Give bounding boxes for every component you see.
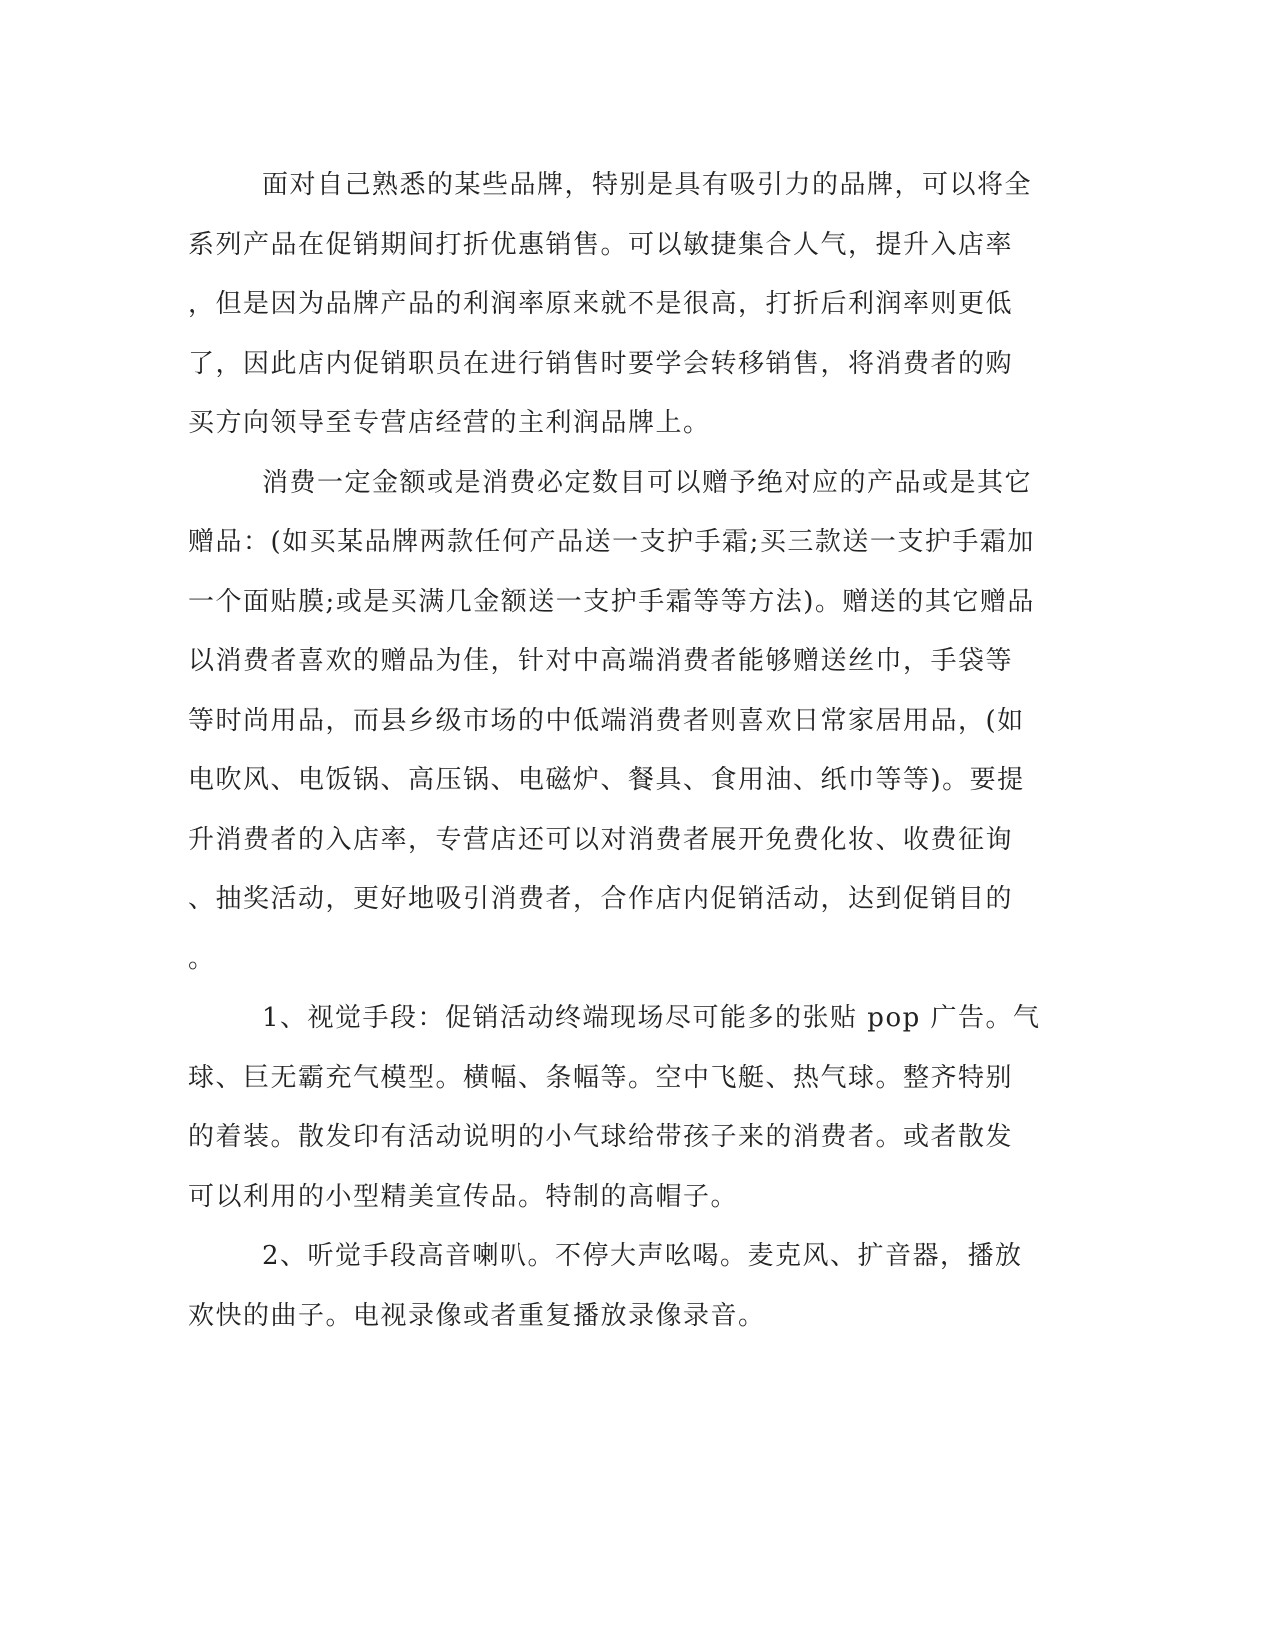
text-line: 以消费者喜欢的赠品为佳，针对中高端消费者能够赠送丝巾，手袋等: [188, 646, 1014, 676]
text-line: 系列产品在促销期间打折优惠销售。可以敏捷集合人气，提升入店率: [188, 229, 1014, 260]
paragraph-visual-means: [188, 989, 1068, 1227]
text-line: 2、听觉手段高音喇叭。不停大声吆喝。麦克风、扩音器，播放: [262, 1241, 1023, 1271]
text-line: 赠品：(如买某品牌两款任何产品送一支护手霜;买三款送一支护手霜加: [188, 527, 1035, 557]
paragraph-gifts: [188, 454, 1068, 990]
text-line: 球、巨无霸充气模型。横幅、条幅等。空中飞艇、热气球。整齐特别: [188, 1062, 1014, 1093]
text-line: 升消费者的入店率，专营店还可以对消费者展开免费化妆、收费征询: [188, 824, 1014, 855]
paragraph-audio-means: [188, 1227, 1068, 1346]
text-line: 1、视觉手段：促销活动终端现场尽可能多的张贴 pop 广告。气: [262, 1003, 1041, 1033]
document-body: [188, 156, 1068, 1346]
text-line: 的着装。散发印有活动说明的小气球给带孩子来的消费者。或者散发: [188, 1122, 1014, 1152]
text-line: 欢快的曲子。电视录像或者重复播放录像录音。: [188, 1300, 766, 1331]
text-line: 一个面贴膜;或是买满几金额送一支护手霜等等方法)。赠送的其它赠品: [188, 586, 1035, 617]
text-line: 等时尚用品，而县乡级市场的中低端消费者则喜欢日常家居用品，(如: [188, 705, 1025, 736]
text-line: 。: [188, 943, 216, 974]
text-line: 了，因此店内促销职员在进行销售时要学会转移销售，将消费者的购: [188, 348, 1014, 379]
text-line: 消费一定金额或是消费必定数目可以赠予绝对应的产品或是其它: [262, 467, 1033, 498]
paragraph-brand-discount: [188, 156, 1068, 454]
text-line: 面对自己熟悉的某些品牌，特别是具有吸引力的品牌，可以将全: [262, 170, 1033, 200]
text-line: 电吹风、电饭锅、高压锅、电磁炉、餐具、食用油、纸巾等等)。要提: [188, 765, 1025, 795]
text-line: 买方向领导至专营店经营的主利润品牌上。: [188, 408, 711, 438]
text-line: 可以利用的小型精美宣传品。特制的高帽子。: [188, 1181, 739, 1212]
text-line: 、抽奖活动，更好地吸引消费者，合作店内促销活动，达到促销目的: [188, 884, 1014, 914]
text-line: ，但是因为品牌产品的利润率原来就不是很高，打折后利润率则更低: [188, 289, 1014, 319]
